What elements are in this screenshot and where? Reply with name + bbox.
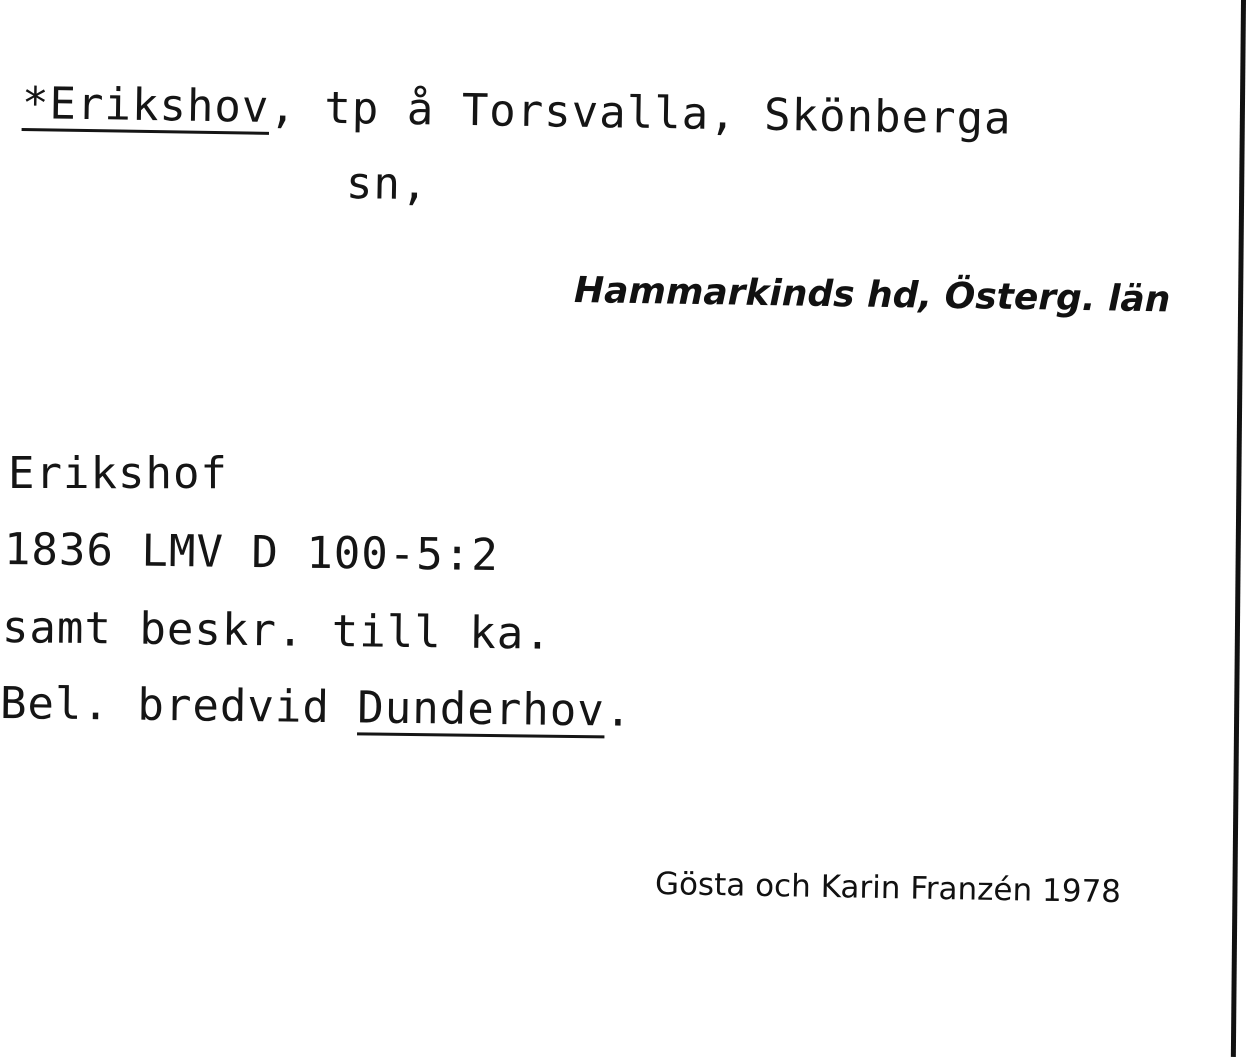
place-parish-cont: sn, — [345, 158, 429, 211]
cross-reference: Dunderhov — [357, 682, 606, 737]
place-name: *Erikshov — [21, 78, 270, 133]
place-headline — [22, 78, 1012, 145]
district-label: Hammarkinds hd, Österg. län — [573, 270, 1171, 321]
location-note — [0, 678, 633, 737]
historic-name: Erikshof — [8, 448, 228, 499]
source-note: samt beskr. till ka. — [1, 602, 553, 660]
place-location: , tp å Torsvalla, Skönberga — [268, 81, 1012, 145]
location-note-suffix: . — [604, 685, 633, 737]
card-edge-line — [1231, 0, 1246, 1057]
location-note-prefix: Bel. bredvid — [0, 678, 358, 734]
source-reference: 1836 LMV D 100-5:2 — [3, 524, 500, 582]
author-signature: Gösta och Karin Franzén 1978 — [654, 866, 1122, 911]
